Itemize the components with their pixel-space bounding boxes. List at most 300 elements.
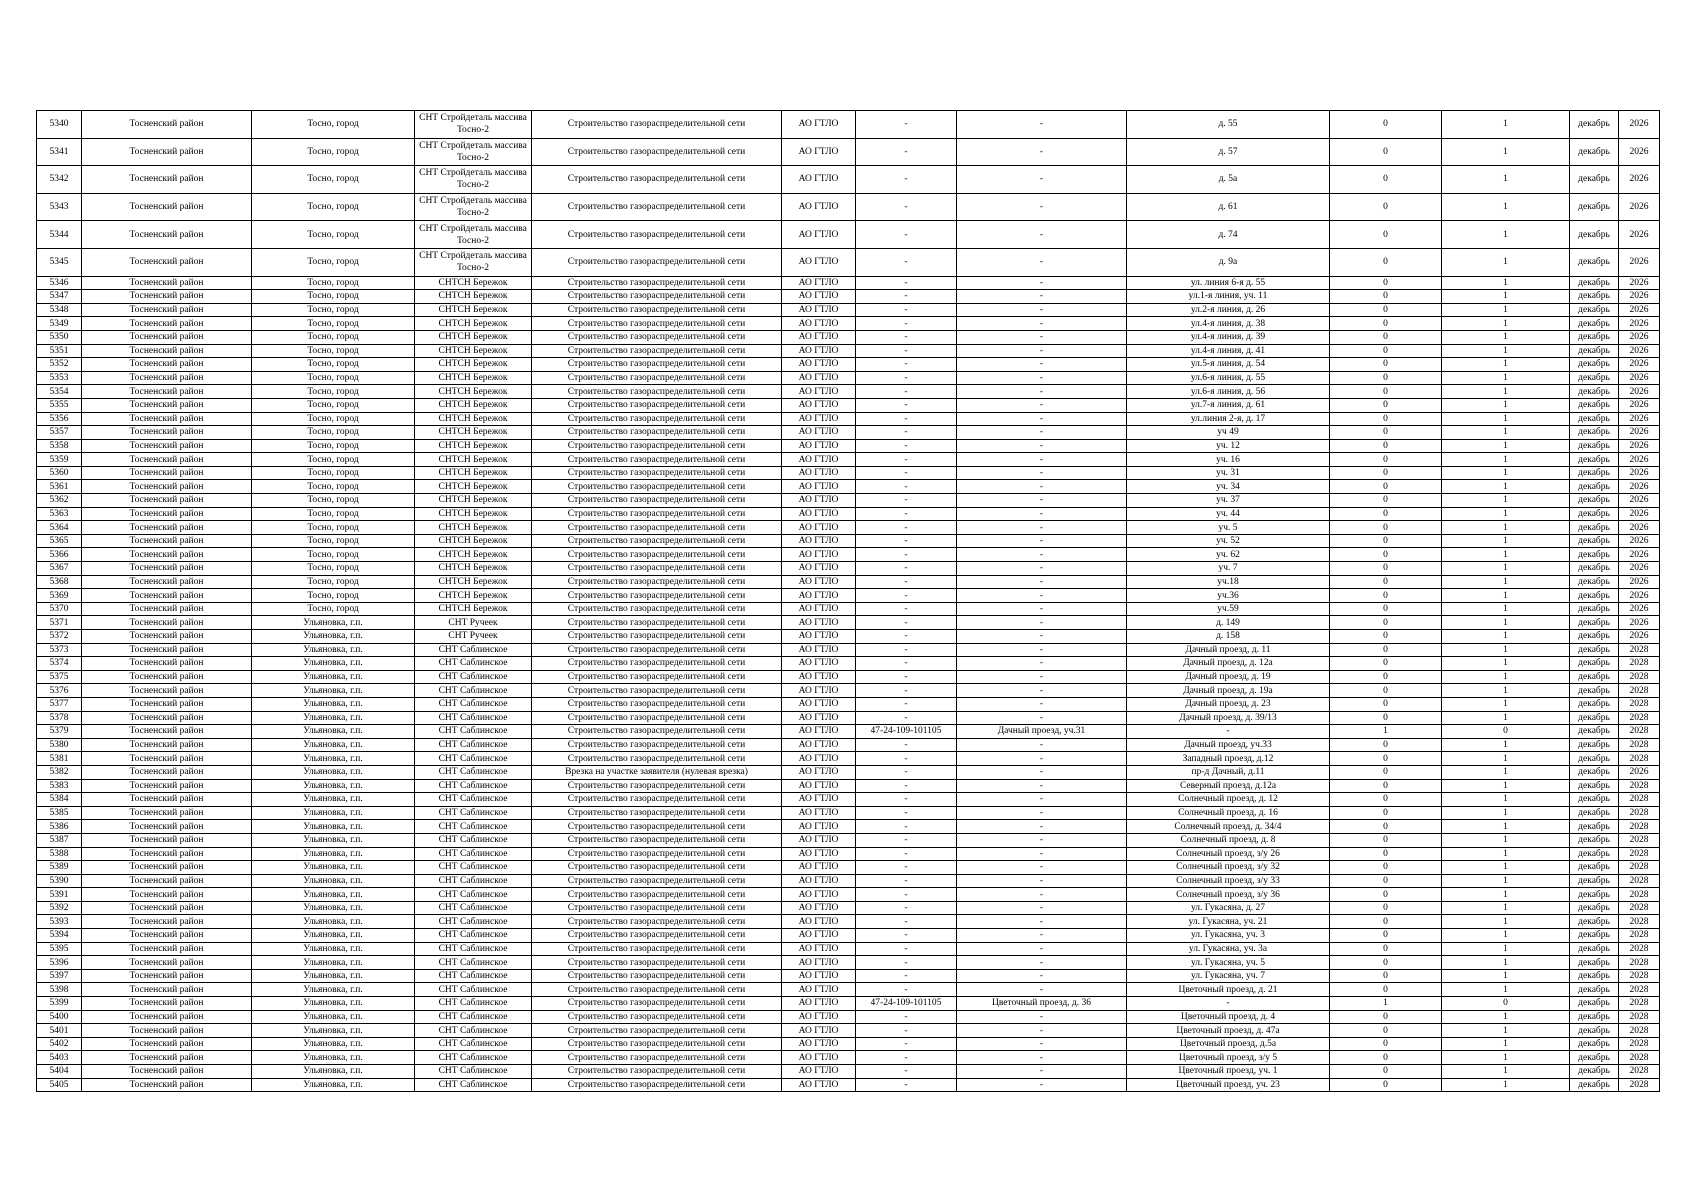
work-type-cell: Строительство газораспределительной сети: [532, 1078, 782, 1092]
organization-cell: АО ГТЛО: [782, 779, 856, 793]
settlement-cell: Ульяновка, г.п.: [252, 1065, 415, 1079]
year-cell: 2028: [1619, 670, 1660, 684]
object-cell: СНТ Саблинское: [415, 697, 532, 711]
object-cell: СНТСН Бережок: [415, 575, 532, 589]
object-cell: СНТ Саблинское: [415, 1051, 532, 1065]
district-cell: Тосненский район: [82, 684, 252, 698]
month-cell: декабрь: [1570, 1051, 1619, 1065]
month-cell: декабрь: [1570, 276, 1619, 290]
work-type-cell: Строительство газораспределительной сети: [532, 670, 782, 684]
district-cell: Тосненский район: [82, 901, 252, 915]
settlement-cell: Тосно, город: [252, 344, 415, 358]
cadastral-cell: -: [856, 915, 957, 929]
house-cell: ул.7-я линия, д. 61: [1127, 398, 1330, 412]
address-cell: -: [957, 765, 1127, 779]
row-number-cell: 5362: [37, 494, 82, 508]
work-type-cell: Строительство газораспределительной сети: [532, 643, 782, 657]
work-type-cell: Строительство газораспределительной сети: [532, 725, 782, 739]
organization-cell: АО ГТЛО: [782, 684, 856, 698]
count-b-cell: 1: [1442, 779, 1570, 793]
house-cell: Цветочный проезд, д. 4: [1127, 1010, 1330, 1024]
settlement-cell: Ульяновка, г.п.: [252, 861, 415, 875]
table-row: [37, 630, 1660, 644]
cadastral-cell: -: [856, 575, 957, 589]
row-number-cell: 5356: [37, 412, 82, 426]
month-cell: декабрь: [1570, 1010, 1619, 1024]
settlement-cell: Ульяновка, г.п.: [252, 1024, 415, 1038]
table-row: [37, 1078, 1660, 1092]
year-cell: 2026: [1619, 344, 1660, 358]
month-cell: декабрь: [1570, 575, 1619, 589]
settlement-cell: Тосно, город: [252, 548, 415, 562]
organization-cell: АО ГТЛО: [782, 983, 856, 997]
settlement-cell: Ульяновка, г.п.: [252, 793, 415, 807]
work-type-cell: Строительство газораспределительной сети: [532, 738, 782, 752]
table-row: [37, 915, 1660, 929]
organization-cell: АО ГТЛО: [782, 602, 856, 616]
district-cell: Тосненский район: [82, 221, 252, 249]
cadastral-cell: -: [856, 303, 957, 317]
work-type-cell: Строительство газораспределительной сети: [532, 956, 782, 970]
count-a-cell: 0: [1330, 806, 1442, 820]
settlement-cell: Тосно, город: [252, 248, 415, 276]
object-cell: СНТСН Бережок: [415, 494, 532, 508]
organization-cell: АО ГТЛО: [782, 426, 856, 440]
month-cell: декабрь: [1570, 983, 1619, 997]
cadastral-cell: -: [856, 888, 957, 902]
row-number-cell: 5394: [37, 929, 82, 943]
address-cell: -: [957, 833, 1127, 847]
object-cell: СНТ Стройдеталь массива Тосно-2: [415, 166, 532, 194]
row-number-cell: 5391: [37, 888, 82, 902]
count-a-cell: 0: [1330, 303, 1442, 317]
registry-sheet: [36, 110, 1660, 1092]
house-cell: Дачный проезд, д. 11: [1127, 643, 1330, 657]
count-b-cell: 1: [1442, 1037, 1570, 1051]
month-cell: декабрь: [1570, 942, 1619, 956]
organization-cell: АО ГТЛО: [782, 276, 856, 290]
count-a-cell: 0: [1330, 426, 1442, 440]
month-cell: декабрь: [1570, 562, 1619, 576]
count-b-cell: 1: [1442, 752, 1570, 766]
table-row: [37, 466, 1660, 480]
row-number-cell: 5353: [37, 371, 82, 385]
year-cell: 2026: [1619, 138, 1660, 166]
year-cell: 2028: [1619, 997, 1660, 1011]
work-type-cell: Строительство газораспределительной сети: [532, 793, 782, 807]
house-cell: ул.6-я линия, д. 56: [1127, 385, 1330, 399]
work-type-cell: Строительство газораспределительной сети: [532, 344, 782, 358]
row-number-cell: 5378: [37, 711, 82, 725]
count-b-cell: 1: [1442, 548, 1570, 562]
district-cell: Тосненский район: [82, 138, 252, 166]
year-cell: 2028: [1619, 929, 1660, 943]
count-a-cell: 1: [1330, 997, 1442, 1011]
house-cell: Дачный проезд, уч.33: [1127, 738, 1330, 752]
work-type-cell: Строительство газораспределительной сети: [532, 1051, 782, 1065]
work-type-cell: Строительство газораспределительной сети: [532, 111, 782, 139]
count-a-cell: 0: [1330, 575, 1442, 589]
house-cell: ул. Гукасяна, уч. 5: [1127, 956, 1330, 970]
year-cell: 2026: [1619, 303, 1660, 317]
district-cell: Тосненский район: [82, 969, 252, 983]
district-cell: Тосненский район: [82, 1037, 252, 1051]
count-b-cell: 1: [1442, 1010, 1570, 1024]
year-cell: 2026: [1619, 111, 1660, 139]
object-cell: СНТ Саблинское: [415, 657, 532, 671]
month-cell: декабрь: [1570, 398, 1619, 412]
house-cell: Цветочный проезд, д.5а: [1127, 1037, 1330, 1051]
work-type-cell: Строительство газораспределительной сети: [532, 276, 782, 290]
object-cell: СНТ Саблинское: [415, 942, 532, 956]
house-cell: ул. Гукасяна, д. 27: [1127, 901, 1330, 915]
month-cell: декабрь: [1570, 847, 1619, 861]
work-type-cell: Строительство газораспределительной сети: [532, 1065, 782, 1079]
district-cell: Тосненский район: [82, 344, 252, 358]
table-row: [37, 426, 1660, 440]
month-cell: декабрь: [1570, 317, 1619, 331]
count-a-cell: 0: [1330, 833, 1442, 847]
year-cell: 2028: [1619, 1010, 1660, 1024]
count-a-cell: 0: [1330, 466, 1442, 480]
row-number-cell: 5348: [37, 303, 82, 317]
month-cell: декабрь: [1570, 358, 1619, 372]
row-number-cell: 5373: [37, 643, 82, 657]
address-cell: -: [957, 562, 1127, 576]
row-number-cell: 5359: [37, 453, 82, 467]
row-number-cell: 5349: [37, 317, 82, 331]
address-cell: -: [957, 385, 1127, 399]
object-cell: СНТСН Бережок: [415, 276, 532, 290]
count-a-cell: 0: [1330, 221, 1442, 249]
organization-cell: АО ГТЛО: [782, 725, 856, 739]
count-a-cell: 0: [1330, 521, 1442, 535]
year-cell: 2028: [1619, 942, 1660, 956]
settlement-cell: Тосно, город: [252, 111, 415, 139]
work-type-cell: Строительство газораспределительной сети: [532, 385, 782, 399]
organization-cell: АО ГТЛО: [782, 385, 856, 399]
year-cell: 2026: [1619, 765, 1660, 779]
cadastral-cell: -: [856, 765, 957, 779]
year-cell: 2026: [1619, 575, 1660, 589]
count-a-cell: 0: [1330, 983, 1442, 997]
row-number-cell: 5376: [37, 684, 82, 698]
count-b-cell: 1: [1442, 915, 1570, 929]
row-number-cell: 5340: [37, 111, 82, 139]
address-cell: -: [957, 861, 1127, 875]
district-cell: Тосненский район: [82, 494, 252, 508]
district-cell: Тосненский район: [82, 358, 252, 372]
month-cell: декабрь: [1570, 684, 1619, 698]
year-cell: 2026: [1619, 221, 1660, 249]
district-cell: Тосненский район: [82, 548, 252, 562]
table-row: [37, 901, 1660, 915]
work-type-cell: Строительство газораспределительной сети: [532, 562, 782, 576]
row-number-cell: 5383: [37, 779, 82, 793]
count-b-cell: 1: [1442, 942, 1570, 956]
month-cell: декабрь: [1570, 111, 1619, 139]
month-cell: декабрь: [1570, 779, 1619, 793]
table-row: [37, 1010, 1660, 1024]
year-cell: 2026: [1619, 248, 1660, 276]
organization-cell: АО ГТЛО: [782, 765, 856, 779]
cadastral-cell: -: [856, 1065, 957, 1079]
year-cell: 2026: [1619, 317, 1660, 331]
month-cell: декабрь: [1570, 466, 1619, 480]
year-cell: 2026: [1619, 276, 1660, 290]
count-b-cell: 1: [1442, 248, 1570, 276]
district-cell: Тосненский район: [82, 426, 252, 440]
organization-cell: АО ГТЛО: [782, 670, 856, 684]
address-cell: -: [957, 575, 1127, 589]
count-b-cell: 1: [1442, 412, 1570, 426]
settlement-cell: Ульяновка, г.п.: [252, 956, 415, 970]
object-cell: СНТ Ручеек: [415, 630, 532, 644]
month-cell: декабрь: [1570, 248, 1619, 276]
object-cell: СНТСН Бережок: [415, 412, 532, 426]
month-cell: декабрь: [1570, 725, 1619, 739]
table-row: [37, 697, 1660, 711]
district-cell: Тосненский район: [82, 833, 252, 847]
object-cell: СНТСН Бережок: [415, 398, 532, 412]
year-cell: 2028: [1619, 956, 1660, 970]
table-row: [37, 521, 1660, 535]
address-cell: -: [957, 901, 1127, 915]
month-cell: декабрь: [1570, 997, 1619, 1011]
cadastral-cell: -: [856, 833, 957, 847]
object-cell: СНТСН Бережок: [415, 562, 532, 576]
district-cell: Тосненский район: [82, 439, 252, 453]
address-cell: -: [957, 779, 1127, 793]
count-a-cell: 0: [1330, 398, 1442, 412]
settlement-cell: Ульяновка, г.п.: [252, 711, 415, 725]
organization-cell: АО ГТЛО: [782, 915, 856, 929]
object-cell: СНТСН Бережок: [415, 480, 532, 494]
object-cell: СНТ Саблинское: [415, 997, 532, 1011]
cadastral-cell: -: [856, 779, 957, 793]
organization-cell: АО ГТЛО: [782, 166, 856, 194]
district-cell: Тосненский район: [82, 670, 252, 684]
month-cell: декабрь: [1570, 330, 1619, 344]
district-cell: Тосненский район: [82, 276, 252, 290]
row-number-cell: 5369: [37, 589, 82, 603]
address-cell: -: [957, 929, 1127, 943]
cadastral-cell: 47-24-109-101105: [856, 725, 957, 739]
object-cell: СНТ Стройдеталь массива Тосно-2: [415, 221, 532, 249]
year-cell: 2028: [1619, 861, 1660, 875]
month-cell: декабрь: [1570, 915, 1619, 929]
count-a-cell: 0: [1330, 193, 1442, 221]
house-cell: Солнечный проезд, з/у 33: [1127, 874, 1330, 888]
table-row: [37, 806, 1660, 820]
district-cell: Тосненский район: [82, 888, 252, 902]
organization-cell: АО ГТЛО: [782, 453, 856, 467]
house-cell: д. 74: [1127, 221, 1330, 249]
district-cell: Тосненский район: [82, 562, 252, 576]
count-b-cell: 1: [1442, 657, 1570, 671]
settlement-cell: Ульяновка, г.п.: [252, 915, 415, 929]
year-cell: 2028: [1619, 874, 1660, 888]
house-cell: Солнечный проезд, д. 16: [1127, 806, 1330, 820]
district-cell: Тосненский район: [82, 290, 252, 304]
year-cell: 2026: [1619, 439, 1660, 453]
row-number-cell: 5400: [37, 1010, 82, 1024]
address-cell: -: [957, 453, 1127, 467]
table-row: [37, 290, 1660, 304]
object-cell: СНТ Саблинское: [415, 793, 532, 807]
address-cell: -: [957, 466, 1127, 480]
count-b-cell: 1: [1442, 806, 1570, 820]
count-b-cell: 1: [1442, 221, 1570, 249]
settlement-cell: Тосно, город: [252, 534, 415, 548]
address-cell: -: [957, 1024, 1127, 1038]
year-cell: 2026: [1619, 166, 1660, 194]
organization-cell: АО ГТЛО: [782, 929, 856, 943]
organization-cell: АО ГТЛО: [782, 221, 856, 249]
count-a-cell: 0: [1330, 752, 1442, 766]
cadastral-cell: -: [856, 276, 957, 290]
count-a-cell: 0: [1330, 494, 1442, 508]
address-cell: -: [957, 956, 1127, 970]
settlement-cell: Ульяновка, г.п.: [252, 1010, 415, 1024]
work-type-cell: Строительство газораспределительной сети: [532, 138, 782, 166]
count-b-cell: 1: [1442, 453, 1570, 467]
house-cell: д. 149: [1127, 616, 1330, 630]
month-cell: декабрь: [1570, 929, 1619, 943]
year-cell: 2026: [1619, 602, 1660, 616]
cadastral-cell: -: [856, 507, 957, 521]
object-cell: СНТ Саблинское: [415, 929, 532, 943]
district-cell: Тосненский район: [82, 534, 252, 548]
table-row: [37, 193, 1660, 221]
table-row: [37, 534, 1660, 548]
organization-cell: АО ГТЛО: [782, 412, 856, 426]
house-cell: Дачный проезд, д. 19а: [1127, 684, 1330, 698]
district-cell: Тосненский район: [82, 765, 252, 779]
month-cell: декабрь: [1570, 1065, 1619, 1079]
house-cell: ул.линия 2-я, д. 17: [1127, 412, 1330, 426]
settlement-cell: Тосно, город: [252, 521, 415, 535]
organization-cell: АО ГТЛО: [782, 874, 856, 888]
district-cell: Тосненский район: [82, 166, 252, 194]
row-number-cell: 5346: [37, 276, 82, 290]
year-cell: 2028: [1619, 1037, 1660, 1051]
settlement-cell: Тосно, город: [252, 602, 415, 616]
organization-cell: АО ГТЛО: [782, 548, 856, 562]
count-b-cell: 1: [1442, 290, 1570, 304]
work-type-cell: Строительство газораспределительной сети: [532, 412, 782, 426]
address-cell: -: [957, 888, 1127, 902]
district-cell: Тосненский район: [82, 630, 252, 644]
row-number-cell: 5384: [37, 793, 82, 807]
address-cell: -: [957, 793, 1127, 807]
address-cell: -: [957, 589, 1127, 603]
table-row: [37, 847, 1660, 861]
organization-cell: АО ГТЛО: [782, 806, 856, 820]
object-cell: СНТ Саблинское: [415, 915, 532, 929]
address-cell: -: [957, 398, 1127, 412]
settlement-cell: Тосно, город: [252, 426, 415, 440]
table-row: [37, 657, 1660, 671]
row-number-cell: 5377: [37, 697, 82, 711]
organization-cell: АО ГТЛО: [782, 562, 856, 576]
house-cell: ул.1-я линия, уч. 11: [1127, 290, 1330, 304]
table-row: [37, 276, 1660, 290]
district-cell: Тосненский район: [82, 725, 252, 739]
district-cell: Тосненский район: [82, 983, 252, 997]
cadastral-cell: -: [856, 874, 957, 888]
house-cell: Цветочный проезд, уч. 1: [1127, 1065, 1330, 1079]
address-cell: -: [957, 248, 1127, 276]
cadastral-cell: -: [856, 738, 957, 752]
settlement-cell: Ульяновка, г.п.: [252, 779, 415, 793]
house-cell: уч. 62: [1127, 548, 1330, 562]
object-cell: СНТСН Бережок: [415, 290, 532, 304]
district-cell: Тосненский район: [82, 874, 252, 888]
year-cell: 2026: [1619, 534, 1660, 548]
settlement-cell: Тосно, город: [252, 575, 415, 589]
address-cell: -: [957, 494, 1127, 508]
row-number-cell: 5386: [37, 820, 82, 834]
settlement-cell: Ульяновка, г.п.: [252, 670, 415, 684]
table-row: [37, 793, 1660, 807]
row-number-cell: 5399: [37, 997, 82, 1011]
count-a-cell: 0: [1330, 697, 1442, 711]
settlement-cell: Ульяновка, г.п.: [252, 752, 415, 766]
row-number-cell: 5365: [37, 534, 82, 548]
count-b-cell: 1: [1442, 616, 1570, 630]
work-type-cell: Строительство газораспределительной сети: [532, 575, 782, 589]
settlement-cell: Ульяновка, г.п.: [252, 630, 415, 644]
row-number-cell: 5405: [37, 1078, 82, 1092]
year-cell: 2028: [1619, 684, 1660, 698]
count-a-cell: 0: [1330, 602, 1442, 616]
address-cell: -: [957, 166, 1127, 194]
count-b-cell: 1: [1442, 820, 1570, 834]
settlement-cell: Ульяновка, г.п.: [252, 765, 415, 779]
month-cell: декабрь: [1570, 371, 1619, 385]
district-cell: Тосненский район: [82, 806, 252, 820]
district-cell: Тосненский район: [82, 711, 252, 725]
cadastral-cell: -: [856, 385, 957, 399]
address-cell: -: [957, 983, 1127, 997]
table-row: [37, 330, 1660, 344]
organization-cell: АО ГТЛО: [782, 193, 856, 221]
count-b-cell: 1: [1442, 494, 1570, 508]
work-type-cell: Строительство газораспределительной сети: [532, 711, 782, 725]
house-cell: д. 61: [1127, 193, 1330, 221]
count-b-cell: 1: [1442, 521, 1570, 535]
house-cell: уч. 34: [1127, 480, 1330, 494]
work-type-cell: Строительство газораспределительной сети: [532, 193, 782, 221]
object-cell: СНТ Стройдеталь массива Тосно-2: [415, 111, 532, 139]
cadastral-cell: -: [856, 111, 957, 139]
count-a-cell: 0: [1330, 317, 1442, 331]
table-row: [37, 317, 1660, 331]
organization-cell: АО ГТЛО: [782, 575, 856, 589]
work-type-cell: Строительство газораспределительной сети: [532, 330, 782, 344]
house-cell: д. 9а: [1127, 248, 1330, 276]
house-cell: д. 57: [1127, 138, 1330, 166]
house-cell: уч.59: [1127, 602, 1330, 616]
table-row: [37, 725, 1660, 739]
row-number-cell: 5374: [37, 657, 82, 671]
work-type-cell: Строительство газораспределительной сети: [532, 221, 782, 249]
cadastral-cell: -: [856, 589, 957, 603]
row-number-cell: 5380: [37, 738, 82, 752]
organization-cell: АО ГТЛО: [782, 969, 856, 983]
count-b-cell: 1: [1442, 901, 1570, 915]
